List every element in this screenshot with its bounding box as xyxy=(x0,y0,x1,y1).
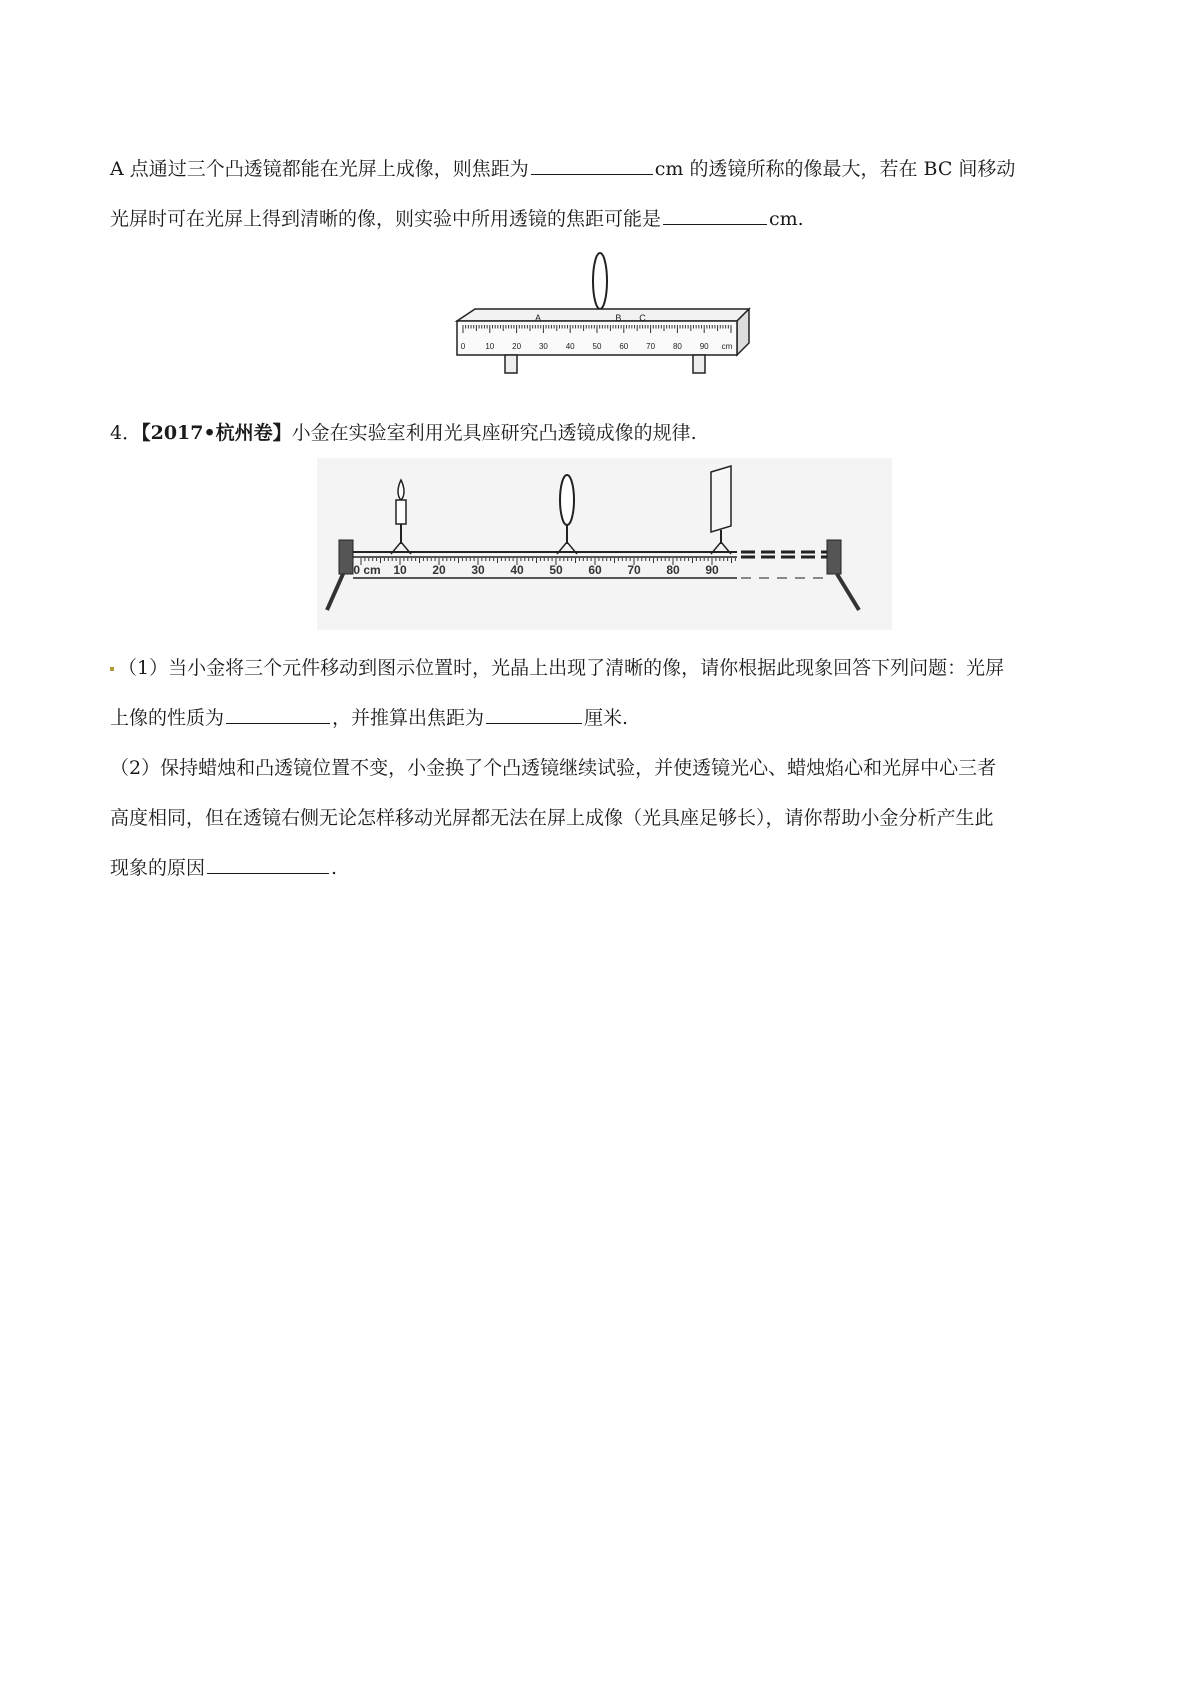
part2-line2-text: 高度相同，但在透镜右侧无论怎样移动光屏都无法在屏上成像（光具座足够长），请你帮助小金分析产生此 xyxy=(110,807,994,829)
point-label-b: B xyxy=(615,313,622,323)
part2-line-3 xyxy=(110,855,337,881)
scale-tick-label: 20 xyxy=(512,342,522,351)
scale-tick-label: 40 xyxy=(565,342,575,351)
part2-line3-text-b: . xyxy=(331,857,338,879)
part1-line-1 xyxy=(110,655,1004,681)
part1-line2-text-c: 厘米. xyxy=(584,707,629,729)
point-label-a: A xyxy=(535,313,542,323)
optical-bench-2-drawing xyxy=(317,458,892,630)
q3-line1-text-b: cm 的透镜所称的像最大，若在 BC 间移动 xyxy=(654,158,1016,180)
scale-tick-label: 30 xyxy=(471,563,485,577)
scale-tick-label: 0 xyxy=(460,342,466,351)
part2-line-1 xyxy=(110,755,996,781)
scale-tick-label: 90 xyxy=(699,342,709,351)
optical-bench-figure-2 xyxy=(317,458,892,630)
q4-number: 4． xyxy=(110,422,142,444)
q3-line-2 xyxy=(110,206,804,232)
scale-tick-label: 60 xyxy=(588,563,602,577)
optical-bench-1-drawing xyxy=(449,251,759,386)
q4-stem-text: 小金在实验室利用光具座研究凸透镜成像的规律. xyxy=(291,422,697,444)
q4-stem xyxy=(110,420,697,446)
bench-end-right xyxy=(827,540,841,574)
bench-foot-left xyxy=(505,355,517,373)
bullet-mark xyxy=(110,667,114,671)
answer-blank-4[interactable] xyxy=(486,705,582,724)
answer-blank-2[interactable] xyxy=(663,206,767,225)
q3-line2-text-a: 光屏时可在光屏上得到清晰的像，则实验中所用透镜的焦距可能是 xyxy=(110,208,662,230)
answer-blank-5[interactable] xyxy=(207,855,329,874)
scale-tick-label: 50 xyxy=(549,563,563,577)
point-label-c: C xyxy=(639,313,646,323)
scale-tick-label: 30 xyxy=(538,342,548,351)
q3-line-1 xyxy=(110,156,1015,182)
part1-line1-text: （1）当小金将三个元件移动到图示位置时，光晶上出现了清晰的像，请你根据此现象回答下列问题：光屏 xyxy=(118,657,1005,679)
part1-line2-text-b: ，并推算出焦距为 xyxy=(332,707,485,729)
scale-tick-label: 40 xyxy=(510,563,524,577)
part2-line3-text-a: 现象的原因 xyxy=(110,857,206,879)
scale-tick-label: 0 cm xyxy=(353,563,381,577)
scale-tick-label: 60 xyxy=(619,342,629,351)
scale-tick-label: 90 xyxy=(705,563,719,577)
part2-line-2 xyxy=(110,805,994,831)
scale-tick-label: 50 xyxy=(592,342,602,351)
lens-icon xyxy=(593,253,607,309)
answer-blank-1[interactable] xyxy=(531,156,653,175)
part1-line-2 xyxy=(110,705,628,731)
part2-line1-text: （2）保持蜡烛和凸透镜位置不变，小金换了个凸透镜继续试验，并使透镜光心、蜡烛焰心和光屏中心三者 xyxy=(110,757,997,779)
bench-end-left xyxy=(339,540,353,574)
q4-source: 【2017•杭州卷】 xyxy=(141,422,292,444)
answer-blank-3[interactable] xyxy=(226,705,330,724)
q3-line1-text-a: A 点通过三个凸透镜都能在光屏上成像，则焦距为 xyxy=(110,158,529,180)
scale-tick-label: 70 xyxy=(627,563,641,577)
optical-bench-figure-1 xyxy=(449,251,759,386)
scale-tick-label: 70 xyxy=(646,342,656,351)
scale-tick-label: 20 xyxy=(432,563,446,577)
q3-line2-text-b: cm. xyxy=(769,208,804,230)
bench-foot-right xyxy=(693,355,705,373)
scale-tick-label: cm xyxy=(721,342,733,351)
part1-line2-text-a: 上像的性质为 xyxy=(110,707,225,729)
scale-tick-label: 10 xyxy=(485,342,495,351)
scale-tick-label: 80 xyxy=(672,342,682,351)
scale-tick-label: 80 xyxy=(666,563,680,577)
scale-tick-label: 10 xyxy=(393,563,407,577)
